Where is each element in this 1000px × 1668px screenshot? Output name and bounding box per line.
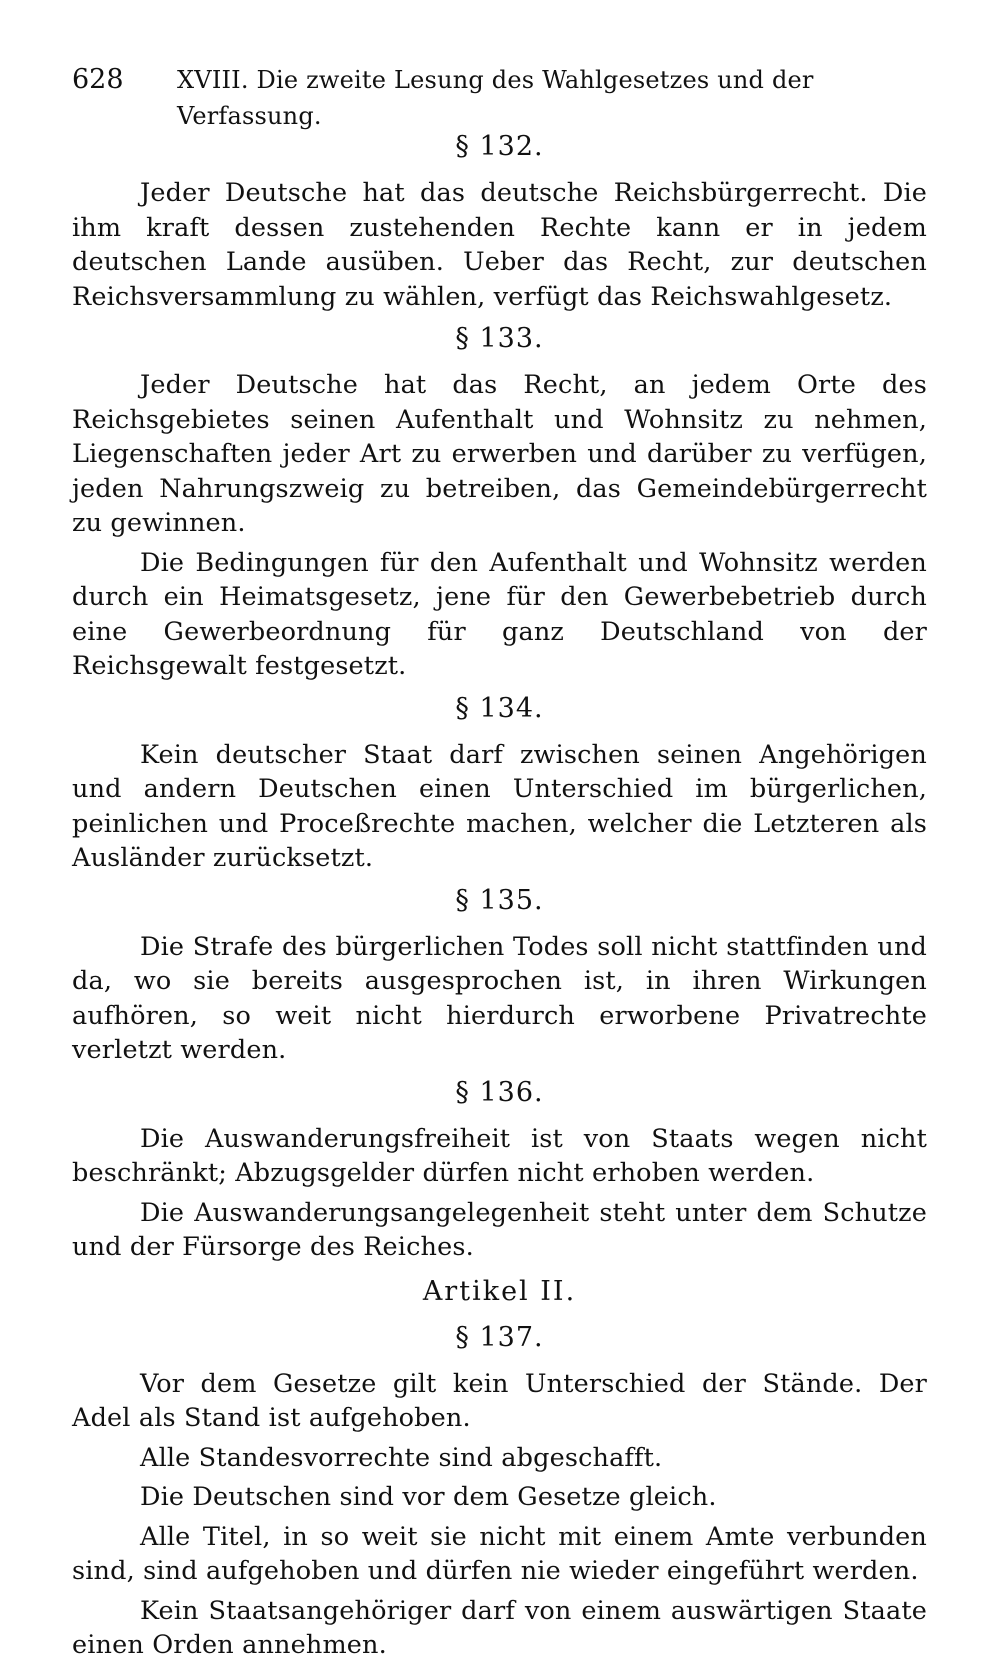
running-head <box>72 62 927 130</box>
section-heading: § 132. <box>455 131 544 162</box>
running-head-title: XVIII. Die zweite Lesung des Wahlgesetzes und der Verfassung. <box>177 66 814 130</box>
paragraph: Die Auswanderungsfreiheit ist von Staats wegen nicht beschränkt; Abzugsgelder dürfen nicht erhoben werden. <box>72 1123 927 1188</box>
section-135 <box>72 884 927 1068</box>
paragraph: Jeder Deutsche hat das Recht, an jedem Orte des Reichsgebietes seinen Aufenthalt und Wohnsitz zu nehmen, Liegenschaften jeder Art zu erwerben und darüber zu verfügen, jeden Nahrungszweig zu betreiben, das Gemeindebürgerrecht zu gewinnen. <box>72 370 927 538</box>
paragraph: Die Strafe des bürgerlichen Todes soll nicht stattfinden und da, wo sie bereits ausgesprochen ist, in ihren Wirkungen aufhören, so weit nicht hierdurch erworbene Privatrechte verletzt werden. <box>72 931 927 1065</box>
section-133 <box>72 322 927 684</box>
article-ii <box>72 1275 927 1663</box>
paragraph: Die Auswanderungsangelegenheit steht unter dem Schutze und der Fürsorge des Reiches. <box>72 1197 927 1262</box>
paragraph: Alle Titel, in so weit sie nicht mit einem Amte verbunden sind, sind aufgehoben und dürfen nie wieder eingeführt werden. <box>72 1521 927 1586</box>
article-heading: Artikel II. <box>422 1275 577 1307</box>
paragraph: Vor dem Gesetze gilt kein Unterschied der Stände. Der Adel als Stand ist aufgehoben. <box>72 1368 927 1433</box>
book-page <box>72 62 927 1668</box>
section-heading: § 136. <box>455 1076 544 1108</box>
paragraph: Die Bedingungen für den Aufenthalt und Wohnsitz werden durch ein Heimatsgesetz, jene für den Gewerbebetrieb durch eine Gewerbeordnung für ganz Deutschland von der Reichsgewalt festgesetzt. <box>72 547 927 681</box>
paragraph: Die Deutschen sind vor dem Gesetze gleich. <box>140 1482 717 1512</box>
section-heading: § 137. <box>455 1321 544 1353</box>
section-heading: § 133. <box>455 323 544 354</box>
section-134 <box>72 692 927 876</box>
page-number: 628 <box>72 64 124 95</box>
section-heading: § 134. <box>455 692 544 724</box>
paragraph: Jeder Deutsche hat das deutsche Reichsbürgerrecht. Die ihm kraft dessen zustehenden Rechte kann er in jedem deutschen Lande ausüben. Ueber das Recht, zur deutschen Reichsversammlung zu wählen, verfügt das Reichswahlgesetz. <box>72 178 927 312</box>
section-heading: § 135. <box>455 884 544 916</box>
paragraph: Kein Staatsangehöriger darf von einem auswärtigen Staate einen Orden annehmen. <box>72 1595 927 1660</box>
section-136 <box>72 1076 927 1265</box>
paragraph: Alle Standesvorrechte sind abgeschafft. <box>140 1442 663 1473</box>
section-132 <box>72 130 927 314</box>
paragraph: Kein deutscher Staat darf zwischen seinen Angehörigen und andern Deutschen einen Unterschied im bürgerlichen, peinlichen und Proceßrechte machen, welcher die Letzteren als Ausländer zurücksetzt. <box>72 739 927 873</box>
